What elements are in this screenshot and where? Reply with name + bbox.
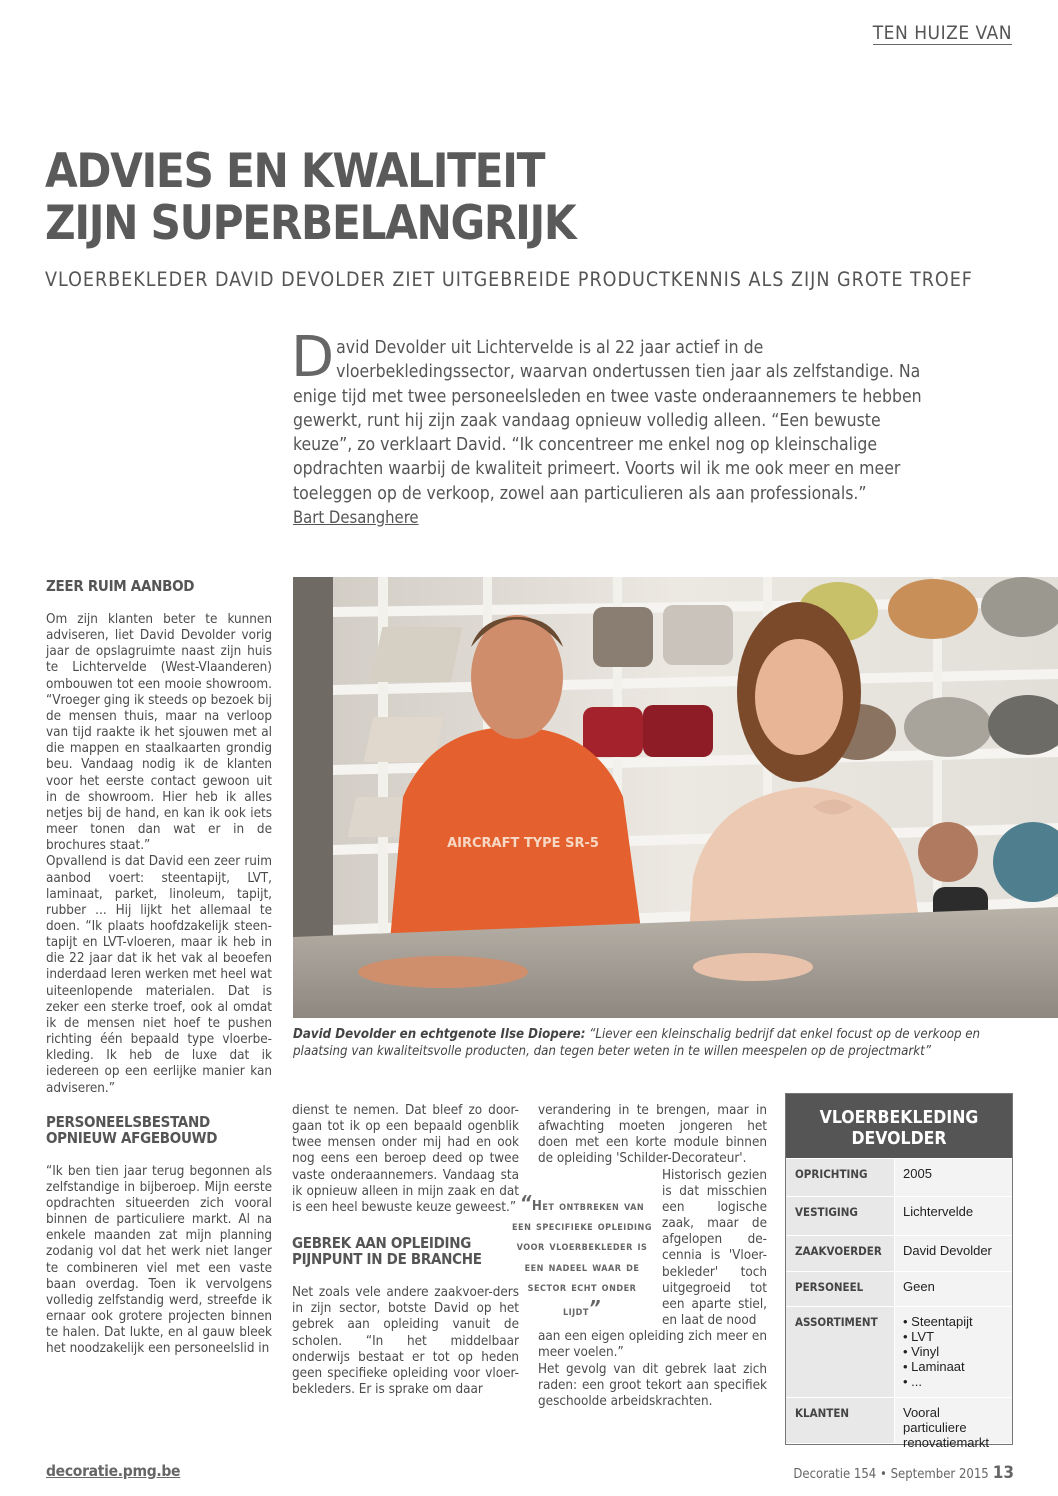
factbox-key: ZAAKVOERDER: [786, 1236, 894, 1271]
body-paragraph: aan een eigen opleiding zich meer en meer voelen.”: [538, 1329, 767, 1361]
factbox-value-list: [894, 1307, 1012, 1397]
section-heading-personeel: [46, 1114, 272, 1146]
photo-caption: [293, 1026, 1038, 1060]
heading-line: PIJNPUNT IN DE BRANCHE: [292, 1250, 482, 1269]
assortiment-item: • Laminaat: [903, 1359, 965, 1374]
factbox-row-vestiging: [786, 1196, 1012, 1235]
body-paragraph: verandering in te brengen, maar in afwachting moeten jongeren het doen met een korte module binnen de opleiding 'Schilder-Decorateur'.: [538, 1103, 767, 1167]
caption-subjects: David Devolder en echtgenote Ilse Diopere:: [293, 1027, 586, 1042]
factbox-key: PERSONEEL: [786, 1272, 894, 1306]
factbox-value: Geen: [894, 1272, 1012, 1306]
drop-cap: D: [291, 325, 335, 390]
quote-close-mark: ”: [588, 1296, 602, 1321]
factbox-row-personeel: [786, 1271, 1012, 1306]
title-line-2: ZIJN SUPERBELANGRIJK: [45, 196, 576, 251]
factbox-key: OPRICHTING: [786, 1159, 894, 1196]
factbox-value: Vooral particuliere renovatiemarkt: [894, 1398, 1012, 1443]
page-number: 13: [992, 1463, 1014, 1483]
article-photo: [293, 577, 1058, 1018]
factbox-value: David Devolder: [894, 1236, 1012, 1271]
column-2: [292, 1103, 519, 1398]
assortiment-item: • Steentapijt: [903, 1314, 973, 1329]
article-subtitle: VLOERBEKLEDER DAVID DEVOLDER ZIET UITGEBREIDE PRODUCTKENNIS ALS ZIJN GROTE TROEF: [45, 268, 973, 291]
factbox-key: VESTIGING: [786, 1197, 894, 1235]
factbox-row-zaakvoerder: [786, 1235, 1012, 1271]
column-1: [46, 578, 272, 1358]
section-tag: TEN HUIZE VAN: [872, 22, 1012, 44]
pull-quote: [512, 1193, 652, 1322]
factbox-row-assortiment: [786, 1306, 1012, 1397]
assortiment-item: • LVT: [903, 1329, 935, 1344]
section-heading-opleiding: [292, 1235, 519, 1267]
factbox-row-oprichting: [786, 1158, 1012, 1196]
body-paragraph: Opvallend is dat David een zeer ruim aanbod voert: steentapijt, LVT, laminaat, parket, linoleum, tapijt, rubber ... Hij lijkt het allemaal te doen. “Ik plaats hoofdzakelijk steen-tapijt en LVT-vloeren, maar ik heb in die 22 jaar dat ik het vak al beoefen inderdaad leren werken met heel wat uiteenlopende materialen. Dat is zeker een sterke troef, ook al omdat ik de mensen niet hoef te pushen richting één bepaald type vloerbe-kleding. Ik heb de luxe dat ik iedereen op een eerlijke manier kan adviseren.”: [46, 854, 272, 1096]
section-heading-aanbod: ZEER RUIM AANBOD: [46, 577, 195, 595]
intro-paragraph: [291, 325, 933, 506]
article-title: [45, 146, 855, 250]
heading-line: GEBREK AAN OPLEIDING: [292, 1234, 472, 1253]
factbox-row-klanten: [786, 1397, 1012, 1450]
shirt-print-text: AIRCRAFT TYPE SR-5: [447, 836, 599, 851]
assortiment-item: • ...: [903, 1374, 922, 1389]
factbox-title-line: DEVOLDER: [851, 1129, 947, 1149]
company-factbox: [785, 1093, 1013, 1450]
title-line-1: ADVIES EN KWALITEIT: [45, 144, 545, 199]
factbox-key: ASSORTIMENT: [786, 1307, 894, 1397]
quote-open-mark: “: [519, 1191, 532, 1215]
assortiment-item: • Vinyl: [903, 1344, 940, 1359]
issue-info: Decoratie 154 • September 2015: [793, 1467, 989, 1482]
body-paragraph: Historisch gezien is dat misschien een logische zaak, maar de afgelopen de-cennia is 'Vloer-bekleder' toch uitgegroeid tot een aparte stiel, en laat de nood: [662, 1167, 767, 1329]
body-paragraph: “Ik ben tien jaar terug begonnen als zelfstandige in bijberoep. Mijn eerste opdrachten situeerden zich vooral binnen de particuliere markt. Al na enkele maanden zat mijn planning zodanig vol dat het werk niet langer te combineren viel met een vaste baan overdag. Toen ik vervolgens volledig zelfstandig werd, streefde ik ernaar ook grotere projecten binnen te halen. Dat lukte, en al gauw bleek het noodzakelijk een personeelslid in: [46, 1163, 272, 1357]
photo-illustration: [293, 577, 1058, 1018]
heading-line: OPNIEUW AFGEBOUWD: [46, 1128, 218, 1147]
factbox-title-line: VLOERBEKLEDING: [819, 1108, 979, 1128]
page-footer: [793, 1463, 1014, 1483]
pull-quote-text: Het ontbreken van een specifieke opleiding voor vloerbekleder is een nadeel waar de sector echt onder lijdt: [512, 1199, 652, 1320]
body-paragraph: Om zijn klanten beter te kunnen adviseren, liet David Devolder vorig jaar de opslagruimte naast zijn huis te Lichtervelde (West-Vlaanderen) ombouwen tot een mooie showroom. “Vroeger ging ik steeds op bezoek bij de mensen thuis, maar na verloop van tijd raakte ik het sjouwen met al die mappen en staalkaarten grondig beu. Vandaag nodig ik de klanten voor het eerste contact gewoon uit in de showroom. Hier heb ik alles netjes bij de hand, en kan ik ook iets meer tonen dan wat er in de brochures staat.”: [46, 612, 272, 854]
intro-text: avid Devolder uit Lichtervelde is al 22 jaar actief in de vloerbekledingssector, waarvan ondertussen tien jaar als zelfstandige. Na enige tijd met twee personeelsleden en twee vaste onderaannemers te hebben gewerkt, runt hij zijn zaak vandaag opnieuw volledig alleen. “Een bewuste keuze”, zo verklaart David. “Ik concentreer me enkel nog op kleinschalige opdrachten waarbij de kwaliteit primeert. Voorts wil ik me ook meer en meer toeleggen op de verkoop, zowel aan particulieren als aan professionals.”: [293, 338, 922, 504]
body-paragraph: Net zoals vele andere zaakvoer-ders in zijn sector, botste David op het gebrek aan opleiding vanuit de scholen. “In het middelbaar onderwijs bestaat er tot op heden geen specifieke opleiding voor vloer-bekleders. Er is sprake om daar: [292, 1285, 519, 1398]
body-paragraph: dienst te nemen. Dat bleef zo door-gaan tot ik op een bepaald ogenblik twee mensen onder mij had en ook nog eens een beroep deed op twee vaste onderaannemers. Vandaag sta ik opnieuw alleen in mijn zaak en dat is een heel bewuste keuze geweest.”: [292, 1103, 519, 1215]
author-byline: Bart Desanghere: [293, 508, 419, 527]
body-paragraph: Het gevolg van dit gebrek laat zich raden: een groot tekort aan specifiek geschoolde arbeidskrachten.: [538, 1361, 767, 1409]
factbox-value: 2005: [894, 1159, 1012, 1196]
website-link[interactable]: decoratie.pmg.be: [46, 1462, 181, 1480]
factbox-key: KLANTEN: [786, 1398, 894, 1443]
factbox-title: [786, 1094, 1012, 1158]
caption-quote: “Liever een kleinschalig bedrijf dat enkel focust op de verkoop en plaatsing van kwaliteitsvolle producten, dan tegen beter weten in te willen meespelen op de projectmarkt”: [293, 1027, 981, 1059]
heading-line: PERSONEELSBESTAND: [46, 1112, 210, 1131]
factbox-value: Lichtervelde: [894, 1197, 1012, 1235]
